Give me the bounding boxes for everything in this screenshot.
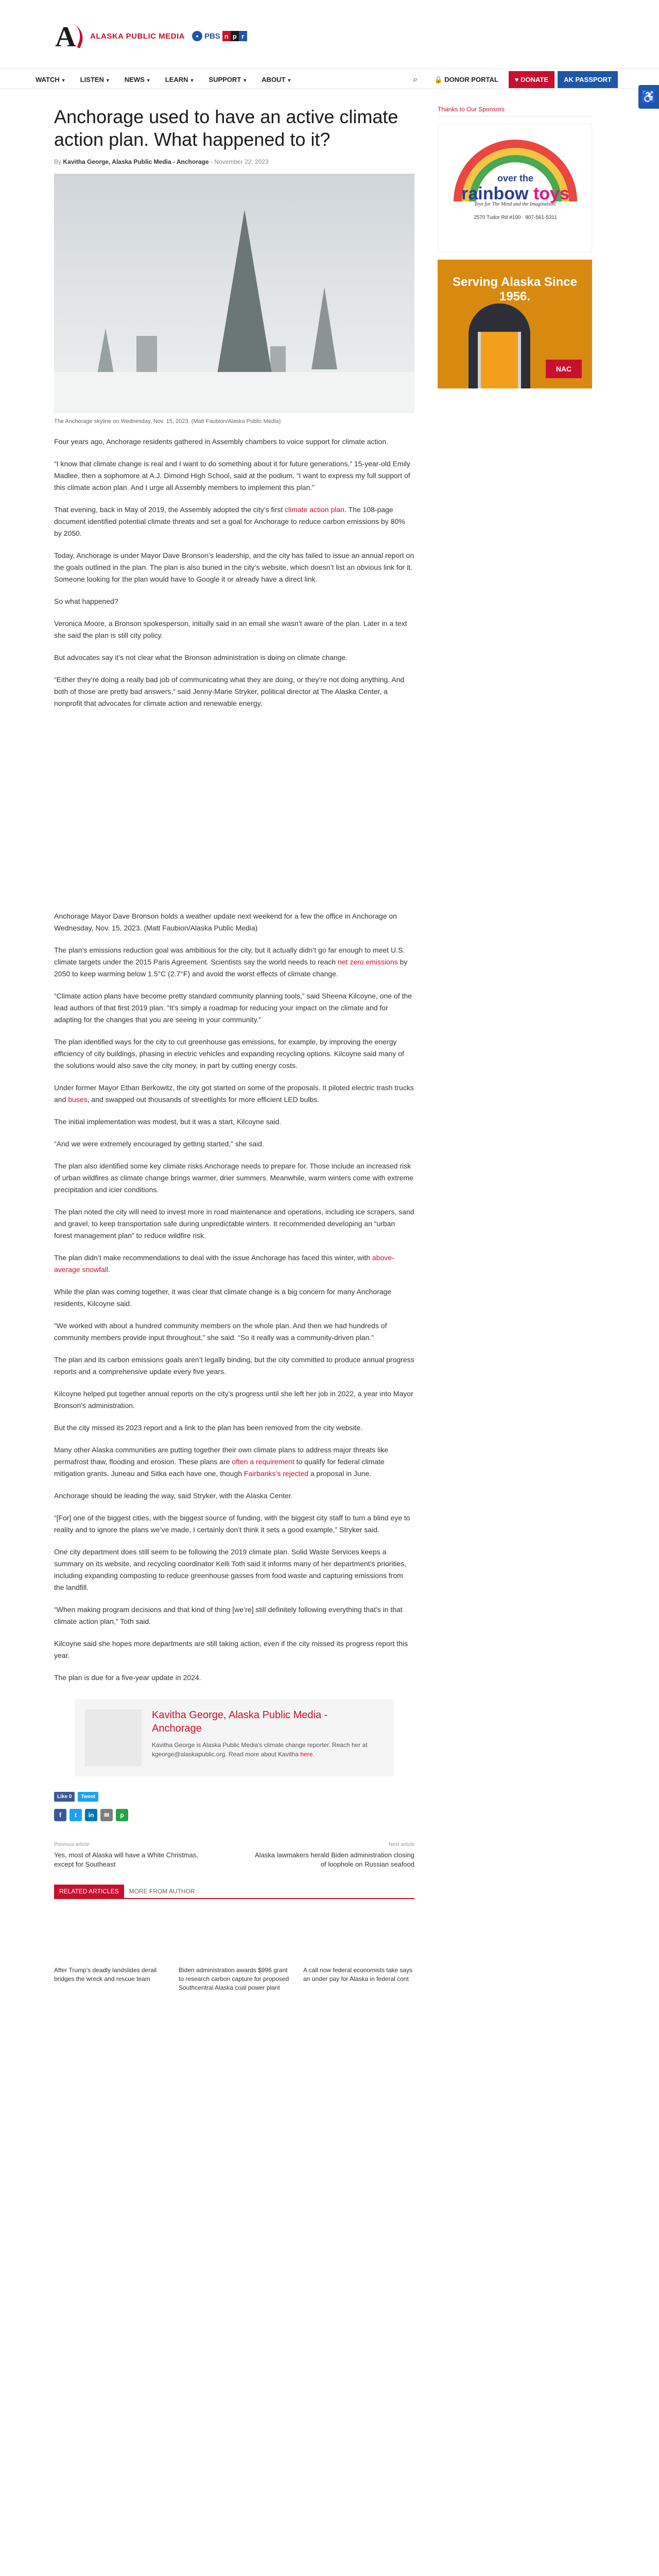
nav-items — [28, 69, 299, 90]
ad-title: Serving Alaska Since 1956. — [453, 275, 577, 303]
hero-image — [54, 174, 414, 413]
paragraph: Today, Anchorage is under Mayor Dave Bronson’s leadership, and the city has failed to issue an annual report on the goals outlined in the plan. The plan is also buried in the city’s website, which doesn’t list an obvious link for it. Someone looking for the plan would have to Google it or already have a direct link. — [54, 551, 414, 583]
next-article[interactable]: Next article Alaska lawmakers herald Biden administration closing of loophole on Russian seafood — [255, 1842, 414, 1868]
passport-button[interactable]: AK PASSPORT — [558, 71, 618, 88]
paragraph: “I know that climate change is real and I want to do something about it for future generations,” 15-year-old Emily Madlee, then a sophomore at A.J. Dimond High School, said at the podium. “I want to express my full support of this climate action plan. And I urge all Assembly members to implement this plan.” — [54, 460, 410, 492]
paragraph: “When making program decisions and that kind of thing [we’re] still definitely following everything that’s in that climate action plan,” Toth said. — [54, 1605, 403, 1625]
author-name[interactable]: Kavitha George, Alaska Public Media - Anchorage — [152, 1709, 328, 1734]
donate-button[interactable]: ♥ DONATE — [509, 71, 554, 88]
nav-watch[interactable]: WATCH ▼ — [36, 75, 66, 83]
paragraph: But advocates say it’s not clear what the Bronson administration is doing on climate change. — [54, 653, 348, 662]
sponsor-ad[interactable] — [438, 260, 592, 388]
related-image — [179, 1905, 290, 1962]
byline-date: November 22, 2023 — [214, 158, 269, 165]
share-buttons — [54, 1792, 414, 1802]
chevron-down-icon: ▼ — [189, 77, 195, 83]
paragraph: The plan and its carbon emissions goals aren’t legally binding, but the city committed to produce annual progress reports and a comprehensive update every five years. — [54, 1355, 414, 1376]
share-icons — [54, 1809, 414, 1821]
linkedin-icon[interactable]: in — [85, 1809, 97, 1821]
site-header — [0, 0, 659, 90]
paragraph: The plan noted the city will need to invest more in road maintenance and operations, including ice scrapers, sand and gravel, to keep transportation safe during unpredictable winters. It recommended developing an “urban forest management plan” to reduce wildfire risk. — [54, 1208, 414, 1240]
main-nav — [0, 69, 659, 89]
site-logo[interactable] — [54, 21, 247, 52]
chevron-down-icon: ▼ — [242, 77, 248, 83]
nav-listen[interactable]: LISTEN ▼ — [80, 75, 110, 83]
ad-address: 2570 Tudor Rd #100 · 907-561-5311 — [474, 215, 557, 221]
paragraph: The plan’s emissions reduction goal was ambitious for the city, but it actually didn’t go far enough to meet U.S. climate targets under the 2015 Paris Agreement. Scientists say the world needs to reach net zero emissions by 2050 to keep warming below 1.5°C (2.7°F) and avoid the worst effects of climate change. — [54, 946, 408, 978]
fairbanks-link[interactable]: Fairbanks’s rejected — [244, 1469, 308, 1478]
hero-caption: The Anchorage skyline on Wednesday, Nov. 15, 2023. (Matt Faubion/Alaska Public Media) — [54, 418, 281, 425]
npr-letter: r — [239, 31, 247, 41]
ad-title: over the rainbow toys — [461, 173, 569, 204]
paragraph: Four years ago, Anchorage residents gathered in Assembly chambers to voice support for climate action. — [54, 437, 389, 446]
chevron-down-icon: ▼ — [105, 77, 110, 83]
author-more-link[interactable]: here — [300, 1751, 313, 1758]
paragraph: The plan also identified some key climate risks Anchorage needs to prepare for. Those include an increased risk of urban wildfires as climate change brings warmer, drier summers. Meanwhile, warm winters come with extreme precipitation and icier conditions. — [54, 1162, 413, 1194]
nav-about[interactable]: ABOUT ▼ — [262, 75, 292, 83]
paragraph: Many other Alaska communities are putting together their own climate plans to address major threats like permafrost thaw, flooding and erosion. These plans are often a requirement to qualify for federal climate mitigation grants. Juneau and Sitka each have one, though Fairbanks’s rejected a proposal in June. — [54, 1446, 388, 1478]
npr-letter: n — [222, 31, 231, 41]
paragraph: The initial implementation was modest, but it was a start, Kilcoyne said. — [54, 1117, 282, 1126]
related-item[interactable]: A call now federal economists take says an under pay for Alaska in federal cont — [303, 1905, 415, 1992]
partner-logos — [192, 31, 247, 41]
related-item[interactable]: After Trump’s deadly landslides derail bridges the wreck and rescue team — [54, 1905, 166, 1992]
chevron-down-icon: ▼ — [61, 77, 66, 83]
paragraph: But the city missed its 2023 report and a link to the plan has been removed from the city website. — [54, 1423, 363, 1432]
article-body — [54, 436, 414, 1684]
ad-tagline: Toys for The Mind and the Imagination! — [474, 201, 557, 207]
related-item[interactable]: Biden administration awards $996 grant to research carbon capture for proposed Southcentral Alaska coal power plant — [179, 1905, 290, 1992]
embedded-media — [54, 709, 414, 900]
author-box — [75, 1699, 394, 1776]
avatar — [85, 1709, 142, 1766]
author-bio: Kavitha George is Alaska Public Media’s climate change reporter. Reach her at kgeorge@alaskapublic.org. Read more about Kavitha here. — [152, 1741, 368, 1758]
paragraph: The plan didn’t make recommendations to deal with the issue Anchorage has faced this winter, with above-average snowfall. — [54, 1253, 394, 1274]
net-zero-link[interactable]: net zero emissions — [337, 958, 398, 966]
search-icon[interactable]: ⌕ — [413, 75, 418, 84]
nav-learn[interactable]: LEARN ▼ — [165, 75, 195, 83]
heart-icon: ♥ — [514, 76, 519, 83]
tab-more-from-author[interactable]: MORE FROM AUTHOR — [129, 1888, 195, 1895]
logo-text: ALASKA PUBLIC MEDIA — [90, 31, 185, 41]
donor-portal-link[interactable]: 🔒 DONOR PORTAL — [434, 75, 498, 83]
paragraph: While the plan was coming together, it was clear that climate change is a big concern for many Anchorage residents, Kilcoyne said. — [54, 1287, 392, 1308]
climate-plan-link[interactable]: climate action plan — [285, 505, 344, 514]
related-grid — [54, 1905, 414, 1992]
related-tabs — [54, 1885, 414, 1899]
paragraph: The plan identified ways for the city to cut greenhouse gas emissions, for example, by improving the energy efficiency of city buildings, phasing in electric vehicles and expanding recycling options. Kilcoyne said many of the solutions would also save the city money, in part by cutting energy costs. — [54, 1038, 404, 1070]
paragraph: Under former Mayor Ethan Berkowitz, the city got started on some of the proposals. It piloted electric trash trucks and buses, and swapped out thousands of streetlights for more efficient LED bulbs. — [54, 1083, 414, 1104]
sidebar — [438, 106, 592, 388]
ad-logo: NAC — [546, 360, 582, 378]
paragraph: That evening, back in May of 2019, the Assembly adopted the city’s first climate action plan. The 108-page document identified potential climate threats and set a goal for Anchorage to reduce carbon emissions by 80% by 2050. — [54, 505, 405, 537]
paragraph: Anchorage should be leading the way, said Stryker, with the Alaska Center. — [54, 1492, 293, 1500]
paragraph: Kilcoyne helped put together annual reports on the city’s progress until she left her job in 2022, a year into Mayor Bronson’s administration. — [54, 1389, 413, 1410]
pbs-logo-icon: ● — [192, 31, 202, 41]
paragraph: The plan is due for a five-year update in 2024. — [54, 1673, 201, 1682]
requirement-link[interactable]: often a requirement — [232, 1458, 294, 1466]
related-image — [303, 1905, 415, 1962]
article-headline: Anchorage used to have an active climate action plan. What happened to it? — [54, 106, 398, 150]
email-icon[interactable]: ✉ — [100, 1809, 113, 1821]
print-icon[interactable]: p — [116, 1809, 128, 1821]
paragraph: Veronica Moore, a Bronson spokesperson, initially said in an email she wasn’t aware of the plan. Later in a text she said the plan is still city policy. — [54, 619, 407, 639]
related-image — [54, 1905, 166, 1962]
byline-author[interactable]: Kavitha George, Alaska Public Media - Anchorage — [63, 158, 209, 165]
paragraph: “We worked with about a hundred community members on the whole plan. And then we had hundreds of community members provide input throughout,” she said. “So it really was a community-driven plan.” — [54, 1321, 387, 1342]
facebook-like-button[interactable]: Like 0 — [54, 1792, 75, 1802]
post-navigation — [54, 1842, 414, 1869]
paragraph: So what happened? — [54, 597, 118, 605]
accessibility-icon[interactable]: ♿ — [638, 85, 659, 109]
article — [54, 106, 414, 1992]
paragraph: One city department does still seem to be following the 2019 climate plan. Solid Waste Services keeps a summary on its website, and recycling coordinator Kelli Toth said it informs many of her department’s priorities, including expanding composting to reduce greenhouse gasses from food waste and capturing emissions from the landfill. — [54, 1548, 407, 1591]
nav-news[interactable]: NEWS ▼ — [124, 75, 151, 83]
twitter-icon[interactable]: t — [70, 1809, 82, 1821]
buses-link[interactable]: buses — [68, 1095, 88, 1104]
nav-actions — [407, 71, 618, 88]
npr-logo — [222, 31, 247, 41]
embed-caption: Anchorage Mayor Dave Bronson holds a weather update next weekend for a few the office in Anchorage on Wednesday, Nov. 15, 2023. (Matt Faubion/Alaska Public Media) — [54, 912, 397, 932]
pbs-label: PBS — [204, 31, 220, 41]
nav-support[interactable]: SUPPORT ▼ — [209, 75, 248, 83]
chevron-down-icon: ▼ — [146, 77, 151, 83]
snowfall-link[interactable]: above-average snowfall — [54, 1253, 394, 1274]
paragraph: “And we were extremely encouraged by getting started,” she said. — [54, 1140, 264, 1148]
logo-mark: A — [54, 21, 85, 52]
tweet-button[interactable]: Tweet — [78, 1792, 98, 1802]
paragraph: “[For] one of the biggest cities, with the biggest source of funding, with the biggest city staff to turn a blind eye to reality and to ignore the plans we’ve made, I certainly don’t think it sets a good example,” Stryker said. — [54, 1514, 410, 1534]
byline: By Kavitha George, Alaska Public Media - Anchorage - November 22, 2023 — [54, 158, 269, 165]
npr-letter: p — [231, 31, 239, 41]
prev-article[interactable]: Previous article Yes, most of Alaska will have a White Christmas, except for Southeast — [54, 1842, 198, 1868]
tab-related-articles[interactable]: RELATED ARTICLES — [54, 1885, 124, 1898]
facebook-icon[interactable]: f — [54, 1809, 66, 1821]
lock-icon: 🔒 — [434, 75, 443, 83]
sponsor-heading: Thanks to Our Sponsors — [438, 106, 592, 116]
paragraph: “Climate action plans have become pretty standard community planning tools,” said Sheena Kilcoyne, one of the lead authors of that first 2019 plan. “It’s simply a roadmap for reducing your impact on the climate and for adapting for the changes that you are seeing in your community.” — [54, 992, 412, 1024]
sponsor-ad[interactable] — [438, 124, 592, 252]
paragraph: “Either they’re doing a really bad job of communicating what they are doing, or they’re not doing anything. And both of those are pretty bad answers,” said Jenny-Marie Stryker, political director at The Alaska Center, a nonprofit that advocates for climate action and renewable energy. — [54, 675, 405, 707]
chevron-down-icon: ▼ — [287, 77, 292, 83]
paragraph: Kilcoyne said she hopes more departments are still taking action, even if the city missed its progress report this year. — [54, 1639, 408, 1659]
